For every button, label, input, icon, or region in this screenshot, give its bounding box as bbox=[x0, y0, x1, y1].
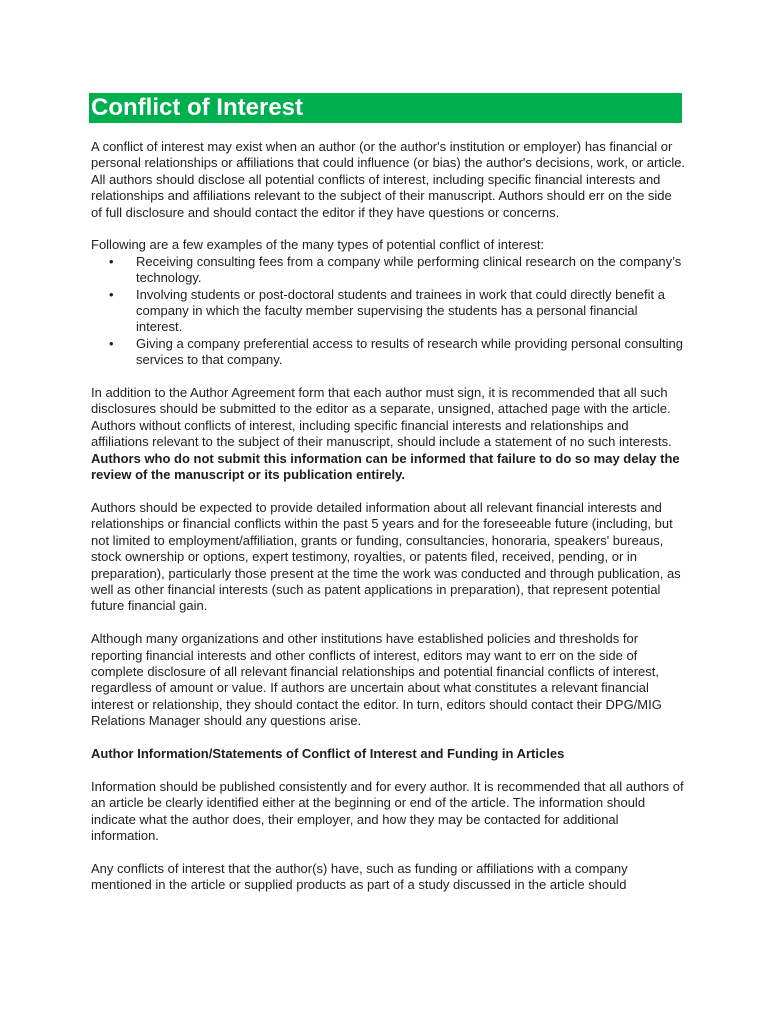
paragraph-examples-intro: Following are a few examples of the many types of potential conflict of interest: bbox=[91, 237, 545, 253]
list-item-text: Giving a company preferential access to results of research while providing personal consulting services to that company. bbox=[136, 335, 684, 368]
paragraph-publish-consistently: Information should be published consistently and for every author. It is recommended that all authors of an article be clearly identified either at the beginning or end of the article. The information should indicate what the author does, their employer, and how they may be contacted for additional information. bbox=[91, 778, 684, 843]
title-bar bbox=[89, 93, 682, 123]
author-agreement-warning: Authors who do not submit this information can be informed that failure to do so may delay the review of the manuscript or its publication entirely. bbox=[91, 450, 680, 483]
paragraph-definition: A conflict of interest may exist when an author (or the author's institution or employer) has financial or personal relationships or affiliations that could influence (or bias) the author's decisions, work, or article. All authors should disclose all potential conflicts of interest, including specific financial interests and relationships and affiliations relevant to the subject of their manuscript. Authors should err on the side of full disclosure and should contact the editor if they have questions or concerns. bbox=[91, 139, 686, 220]
paragraph-conflicts-funding: Any conflicts of interest that the author(s) have, such as funding or affiliations with a company mentioned in the article or supplied products as part of a study discussed in the article should bbox=[91, 860, 628, 893]
page-title: Conflict of Interest bbox=[91, 94, 304, 121]
paragraph-policies: Although many organizations and other institutions have established policies and thresholds for reporting financial interests and other conflicts of interest, editors may want to err on the side of complete disclosure of all relevant financial relationships and potential financial conflicts of interest, regardless of amount or value. If authors are uncertain about what constitutes a relevant financial interest or relationship, they should contact the editor. In turn, editors should contact their DPG/MIG Relations Manager should any questions arise. bbox=[91, 631, 662, 729]
list-item-text: Receiving consulting fees from a company while performing clinical research on the company’s technology. bbox=[136, 253, 682, 286]
paragraph-detailed-information: Authors should be expected to provide detailed information about all relevant financial interests and relationships or financial conflicts within the past 5 years and for the foreseeable future (including, but not limited to employment/affiliation, grants or funding, consultancies, honoraria, speakers' bureaus, stock ownership or options, expert testimony, royalties, or patents filed, received, pending, or in preparation), particularly those present at the time the work was conducted and through publication, as well as other financial interests (such as patent applications in preparation), that represent potential future financial gain. bbox=[91, 499, 681, 614]
list-item-text: Involving students or post-doctoral students and trainees in work that could directly benefit a company in which the faculty member supervising the students has a personal financial interest. bbox=[136, 286, 665, 335]
bullet-icon: • bbox=[109, 335, 114, 351]
author-agreement-text: In addition to the Author Agreement form that each author must sign, it is recommended that all such disclosures should be submitted to the editor as a separate, unsigned, attached page with the article. Authors without conflicts of interest, including specific financial interests and relationships and affiliations relevant to the subject of their manuscript, should include a statement of no such interests. bbox=[91, 385, 672, 450]
list-item bbox=[109, 335, 686, 369]
bullet-icon: • bbox=[109, 253, 114, 269]
paragraph-author-agreement bbox=[91, 385, 686, 483]
list-item bbox=[109, 253, 686, 287]
section-heading: Author Information/Statements of Conflict of Interest and Funding in Articles bbox=[91, 745, 565, 761]
list-item bbox=[109, 286, 686, 336]
document-body bbox=[91, 139, 686, 910]
bullet-icon: • bbox=[109, 286, 114, 302]
examples-list bbox=[91, 254, 686, 369]
